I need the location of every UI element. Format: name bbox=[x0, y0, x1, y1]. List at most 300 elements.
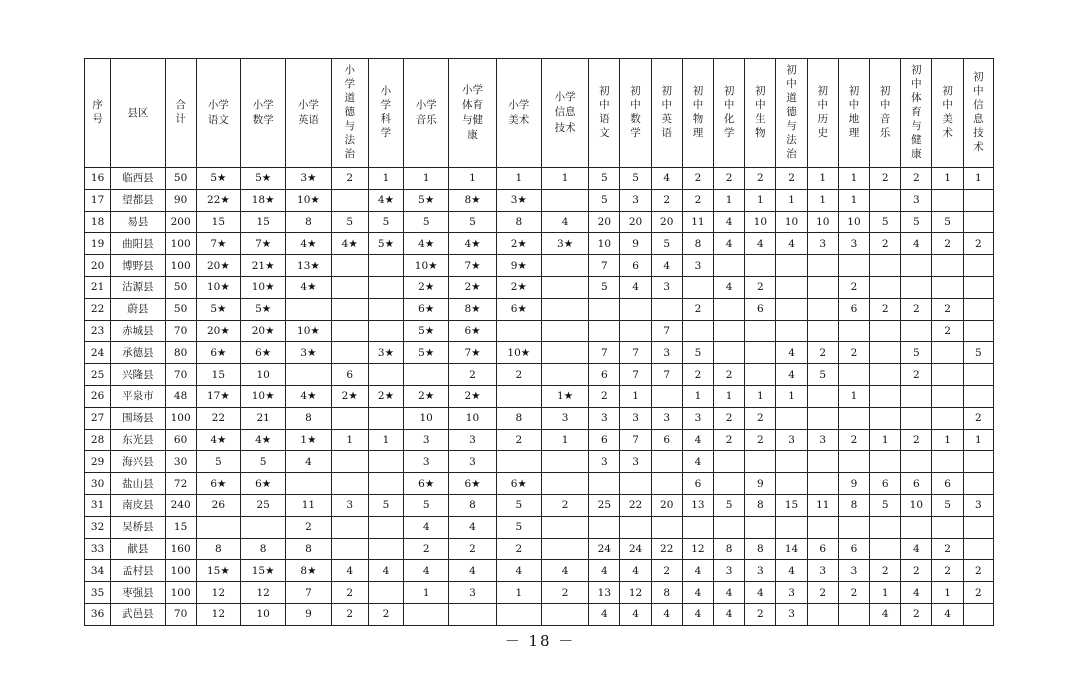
table-cell: 12 bbox=[620, 582, 651, 604]
county-name-cell: 平泉市 bbox=[111, 385, 165, 407]
table-cell: 6 bbox=[807, 538, 838, 560]
county-name-cell: 吴桥县 bbox=[111, 516, 165, 538]
table-cell bbox=[932, 451, 963, 473]
table-cell bbox=[241, 516, 286, 538]
table-cell: 4 bbox=[651, 603, 682, 625]
table-cell: 1 bbox=[807, 189, 838, 211]
table-cell: 2 bbox=[807, 582, 838, 604]
table-cell: 6 bbox=[589, 429, 620, 451]
table-cell: 6★ bbox=[196, 473, 240, 495]
table-cell: 2 bbox=[286, 516, 331, 538]
table-cell bbox=[901, 320, 932, 342]
table-cell: 2 bbox=[682, 189, 713, 211]
table-cell: 5 bbox=[589, 189, 620, 211]
table-cell bbox=[404, 364, 449, 386]
table-cell: 3 bbox=[449, 582, 496, 604]
table-cell: 5 bbox=[331, 211, 368, 233]
table-cell: 4★ bbox=[449, 233, 496, 255]
county-name-cell: 海兴县 bbox=[111, 451, 165, 473]
table-body bbox=[85, 168, 994, 626]
table-cell: 7 bbox=[620, 364, 651, 386]
table-cell: 5 bbox=[620, 168, 651, 190]
table-cell bbox=[776, 516, 807, 538]
table-cell: 18★ bbox=[241, 189, 286, 211]
table-cell: 5 bbox=[589, 276, 620, 298]
table-cell: 4 bbox=[682, 429, 713, 451]
table-cell bbox=[368, 451, 403, 473]
table-cell: 2 bbox=[870, 298, 901, 320]
row-index-cell: 27 bbox=[85, 407, 111, 429]
table-cell: 3 bbox=[449, 429, 496, 451]
table-cell bbox=[620, 473, 651, 495]
table-cell: 4 bbox=[620, 603, 651, 625]
table-cell: 2 bbox=[932, 298, 963, 320]
table-cell: 1 bbox=[776, 385, 807, 407]
table-cell: 2 bbox=[449, 364, 496, 386]
table-cell bbox=[368, 538, 403, 560]
teacher-allocation-table bbox=[84, 58, 994, 626]
row-index-cell: 23 bbox=[85, 320, 111, 342]
table-cell bbox=[496, 451, 541, 473]
table-cell: 12 bbox=[196, 582, 240, 604]
row-index-cell: 22 bbox=[85, 298, 111, 320]
table-cell bbox=[807, 276, 838, 298]
table-cell bbox=[807, 603, 838, 625]
table-cell bbox=[286, 298, 331, 320]
table-cell: 5 bbox=[651, 233, 682, 255]
table-cell: 6★ bbox=[449, 473, 496, 495]
column-header-label: 初中音乐 bbox=[879, 85, 891, 139]
row-index-cell: 28 bbox=[85, 429, 111, 451]
column-header-label: 小学语文 bbox=[207, 98, 229, 126]
table-cell: 2★ bbox=[331, 385, 368, 407]
column-header bbox=[331, 59, 368, 168]
table-cell: 10 bbox=[241, 603, 286, 625]
table-cell bbox=[901, 385, 932, 407]
table-cell: 2 bbox=[838, 342, 869, 364]
table-cell: 4 bbox=[870, 603, 901, 625]
table-cell: 4 bbox=[745, 582, 776, 604]
table-cell: 8 bbox=[496, 407, 541, 429]
table-cell bbox=[331, 451, 368, 473]
table-cell: 1 bbox=[838, 168, 869, 190]
table-cell bbox=[901, 255, 932, 277]
table-cell: 72 bbox=[165, 473, 196, 495]
table-cell bbox=[196, 516, 240, 538]
table-cell: 4 bbox=[745, 233, 776, 255]
table-cell: 30 bbox=[165, 451, 196, 473]
table-cell: 8 bbox=[449, 494, 496, 516]
table-cell bbox=[496, 320, 541, 342]
table-cell: 1★ bbox=[541, 385, 588, 407]
table-row bbox=[85, 516, 994, 538]
table-cell: 10 bbox=[901, 494, 932, 516]
column-header-label: 初中生物 bbox=[755, 85, 766, 139]
table-cell bbox=[870, 385, 901, 407]
row-index-cell: 18 bbox=[85, 211, 111, 233]
table-cell: 15 bbox=[196, 364, 240, 386]
table-cell: 90 bbox=[165, 189, 196, 211]
table-cell bbox=[901, 516, 932, 538]
table-cell bbox=[963, 385, 993, 407]
table-cell: 6 bbox=[589, 364, 620, 386]
column-header bbox=[286, 59, 331, 168]
table-row bbox=[85, 342, 994, 364]
table-cell: 2 bbox=[368, 603, 403, 625]
table-row bbox=[85, 582, 994, 604]
table-cell: 9 bbox=[620, 233, 651, 255]
teacher-allocation-table-container bbox=[84, 58, 994, 626]
table-cell: 1 bbox=[404, 582, 449, 604]
table-cell: 5 bbox=[901, 211, 932, 233]
column-header-label: 小学科学 bbox=[380, 85, 392, 139]
table-cell bbox=[807, 473, 838, 495]
table-cell bbox=[651, 385, 682, 407]
table-cell: 3 bbox=[449, 451, 496, 473]
table-cell: 10★ bbox=[404, 255, 449, 277]
table-cell: 6 bbox=[620, 255, 651, 277]
table-cell bbox=[901, 407, 932, 429]
row-index-cell: 20 bbox=[85, 255, 111, 277]
column-header-label: 小学数学 bbox=[252, 98, 274, 126]
table-cell: 3 bbox=[776, 429, 807, 451]
table-row bbox=[85, 320, 994, 342]
table-cell: 2 bbox=[541, 494, 588, 516]
table-cell bbox=[589, 320, 620, 342]
table-cell: 15★ bbox=[241, 560, 286, 582]
table-cell: 5 bbox=[589, 168, 620, 190]
table-cell: 6 bbox=[838, 298, 869, 320]
table-cell: 5★ bbox=[241, 168, 286, 190]
column-header-label: 县区 bbox=[127, 106, 149, 119]
table-cell: 160 bbox=[165, 538, 196, 560]
row-index-cell: 21 bbox=[85, 276, 111, 298]
table-cell: 4 bbox=[651, 168, 682, 190]
table-cell: 4★ bbox=[286, 233, 331, 255]
table-cell: 6★ bbox=[449, 320, 496, 342]
row-index-cell: 19 bbox=[85, 233, 111, 255]
column-header bbox=[932, 59, 963, 168]
table-cell: 4 bbox=[776, 364, 807, 386]
table-cell bbox=[745, 364, 776, 386]
table-cell bbox=[932, 189, 963, 211]
county-name-cell: 孟村县 bbox=[111, 560, 165, 582]
column-header bbox=[111, 59, 165, 168]
row-index-cell: 17 bbox=[85, 189, 111, 211]
table-cell bbox=[331, 342, 368, 364]
table-cell bbox=[368, 582, 403, 604]
table-cell bbox=[368, 473, 403, 495]
table-cell: 100 bbox=[165, 560, 196, 582]
row-index-cell: 16 bbox=[85, 168, 111, 190]
table-cell: 1 bbox=[870, 429, 901, 451]
table-cell: 5 bbox=[963, 342, 993, 364]
table-cell: 1 bbox=[745, 189, 776, 211]
table-cell: 8★ bbox=[449, 189, 496, 211]
county-name-cell: 兴隆县 bbox=[111, 364, 165, 386]
table-cell: 4★ bbox=[404, 233, 449, 255]
table-cell: 3 bbox=[807, 429, 838, 451]
table-cell: 5★ bbox=[196, 298, 240, 320]
table-cell: 13★ bbox=[286, 255, 331, 277]
table-cell: 5★ bbox=[196, 168, 240, 190]
table-cell: 3 bbox=[331, 494, 368, 516]
table-cell: 10★ bbox=[286, 320, 331, 342]
table-cell: 4 bbox=[776, 342, 807, 364]
table-cell: 20 bbox=[620, 211, 651, 233]
table-cell: 24 bbox=[620, 538, 651, 560]
table-cell: 4 bbox=[589, 560, 620, 582]
table-cell: 2 bbox=[331, 582, 368, 604]
table-cell: 4★ bbox=[286, 276, 331, 298]
table-cell bbox=[714, 473, 745, 495]
table-cell: 3 bbox=[404, 429, 449, 451]
table-cell: 24 bbox=[589, 538, 620, 560]
table-cell: 26 bbox=[196, 494, 240, 516]
table-cell: 4 bbox=[651, 255, 682, 277]
table-cell: 5★ bbox=[404, 342, 449, 364]
table-cell: 50 bbox=[165, 276, 196, 298]
table-cell bbox=[870, 189, 901, 211]
table-cell bbox=[963, 276, 993, 298]
column-header-label: 初中物理 bbox=[692, 85, 704, 139]
table-cell: 20★ bbox=[241, 320, 286, 342]
table-cell: 1 bbox=[620, 385, 651, 407]
table-row bbox=[85, 494, 994, 516]
table-cell bbox=[286, 364, 331, 386]
table-cell: 2 bbox=[932, 538, 963, 560]
table-cell: 3 bbox=[901, 189, 932, 211]
table-cell bbox=[651, 516, 682, 538]
table-cell: 4★ bbox=[331, 233, 368, 255]
table-cell bbox=[714, 342, 745, 364]
table-cell: 5 bbox=[870, 494, 901, 516]
table-cell: 22 bbox=[196, 407, 240, 429]
column-header bbox=[807, 59, 838, 168]
table-cell bbox=[963, 364, 993, 386]
table-cell bbox=[745, 516, 776, 538]
table-cell: 2 bbox=[331, 603, 368, 625]
table-cell: 4 bbox=[286, 451, 331, 473]
table-cell bbox=[963, 320, 993, 342]
table-cell: 1 bbox=[838, 385, 869, 407]
table-cell: 2★ bbox=[449, 276, 496, 298]
table-cell: 4 bbox=[620, 560, 651, 582]
column-header-label: 小学英语 bbox=[297, 98, 319, 126]
table-cell: 1 bbox=[541, 168, 588, 190]
table-cell: 6 bbox=[651, 429, 682, 451]
table-cell: 1 bbox=[331, 429, 368, 451]
table-cell: 4★ bbox=[286, 385, 331, 407]
table-cell: 5 bbox=[404, 494, 449, 516]
table-cell: 8 bbox=[745, 494, 776, 516]
table-cell bbox=[331, 407, 368, 429]
table-cell: 3 bbox=[776, 603, 807, 625]
table-cell: 3 bbox=[620, 451, 651, 473]
table-cell bbox=[541, 320, 588, 342]
table-cell: 6★ bbox=[404, 298, 449, 320]
table-cell bbox=[368, 407, 403, 429]
table-cell: 2 bbox=[331, 168, 368, 190]
table-cell: 4 bbox=[404, 560, 449, 582]
table-cell: 10★ bbox=[286, 189, 331, 211]
table-cell bbox=[651, 451, 682, 473]
table-cell: 20 bbox=[589, 211, 620, 233]
table-cell: 5 bbox=[241, 451, 286, 473]
table-cell: 2 bbox=[870, 233, 901, 255]
table-cell bbox=[714, 255, 745, 277]
table-cell bbox=[745, 451, 776, 473]
table-cell: 70 bbox=[165, 320, 196, 342]
table-cell: 2 bbox=[776, 168, 807, 190]
table-cell: 2★ bbox=[368, 385, 403, 407]
table-cell: 2 bbox=[496, 429, 541, 451]
table-cell: 7 bbox=[620, 342, 651, 364]
column-header bbox=[449, 59, 496, 168]
table-cell: 4 bbox=[541, 211, 588, 233]
table-cell: 3 bbox=[620, 189, 651, 211]
table-cell bbox=[932, 407, 963, 429]
table-cell: 4 bbox=[449, 560, 496, 582]
table-cell: 8 bbox=[496, 211, 541, 233]
column-header bbox=[404, 59, 449, 168]
column-header-label: 初中英语 bbox=[661, 85, 672, 139]
table-cell: 1 bbox=[745, 385, 776, 407]
table-cell: 4 bbox=[682, 451, 713, 473]
table-cell: 8 bbox=[286, 211, 331, 233]
county-name-cell: 临西县 bbox=[111, 168, 165, 190]
column-header-label: 初中信息技术 bbox=[973, 71, 984, 153]
table-cell: 4★ bbox=[196, 429, 240, 451]
table-cell bbox=[331, 473, 368, 495]
table-cell bbox=[776, 276, 807, 298]
table-cell bbox=[541, 364, 588, 386]
table-cell bbox=[589, 473, 620, 495]
table-cell bbox=[331, 516, 368, 538]
table-cell: 6★ bbox=[404, 473, 449, 495]
table-cell: 2★ bbox=[404, 276, 449, 298]
table-cell: 6 bbox=[901, 473, 932, 495]
table-cell: 5 bbox=[449, 211, 496, 233]
table-cell: 1 bbox=[932, 168, 963, 190]
table-cell bbox=[963, 516, 993, 538]
table-row bbox=[85, 298, 994, 320]
column-header bbox=[368, 59, 403, 168]
table-cell: 3 bbox=[838, 233, 869, 255]
table-cell: 1 bbox=[963, 429, 993, 451]
table-cell: 1 bbox=[714, 189, 745, 211]
column-header bbox=[714, 59, 745, 168]
table-cell: 10 bbox=[404, 407, 449, 429]
table-cell: 2 bbox=[807, 342, 838, 364]
table-cell: 80 bbox=[165, 342, 196, 364]
table-cell: 4 bbox=[901, 233, 932, 255]
county-name-cell: 东光县 bbox=[111, 429, 165, 451]
table-cell: 20 bbox=[651, 211, 682, 233]
table-cell: 10★ bbox=[496, 342, 541, 364]
table-cell: 6 bbox=[331, 364, 368, 386]
column-header bbox=[838, 59, 869, 168]
table-cell: 1★ bbox=[286, 429, 331, 451]
table-cell: 10 bbox=[241, 364, 286, 386]
table-cell: 3★ bbox=[286, 342, 331, 364]
table-cell: 2 bbox=[901, 364, 932, 386]
table-cell bbox=[541, 255, 588, 277]
table-cell bbox=[932, 276, 963, 298]
table-cell: 1 bbox=[541, 429, 588, 451]
table-cell: 2 bbox=[714, 407, 745, 429]
table-cell bbox=[541, 276, 588, 298]
table-cell: 22★ bbox=[196, 189, 240, 211]
table-cell: 15 bbox=[165, 516, 196, 538]
table-cell: 3 bbox=[620, 407, 651, 429]
table-cell: 2 bbox=[714, 364, 745, 386]
table-cell: 2 bbox=[838, 429, 869, 451]
table-cell: 6★ bbox=[241, 473, 286, 495]
table-cell: 1 bbox=[496, 582, 541, 604]
table-cell bbox=[714, 298, 745, 320]
table-cell: 1 bbox=[932, 582, 963, 604]
table-cell: 20 bbox=[651, 494, 682, 516]
table-cell: 240 bbox=[165, 494, 196, 516]
table-cell: 21 bbox=[241, 407, 286, 429]
table-row bbox=[85, 603, 994, 625]
table-cell: 2 bbox=[901, 298, 932, 320]
table-cell: 10 bbox=[745, 211, 776, 233]
table-cell bbox=[541, 603, 588, 625]
table-cell: 4 bbox=[682, 582, 713, 604]
column-header-label: 小学道德与法治 bbox=[344, 64, 355, 160]
table-cell bbox=[541, 298, 588, 320]
table-cell: 11 bbox=[286, 494, 331, 516]
county-name-cell: 献县 bbox=[111, 538, 165, 560]
table-cell bbox=[932, 516, 963, 538]
table-cell: 20★ bbox=[196, 255, 240, 277]
column-header bbox=[620, 59, 651, 168]
table-cell: 3★ bbox=[286, 168, 331, 190]
table-cell: 4 bbox=[714, 582, 745, 604]
column-header-label: 初中地理 bbox=[848, 85, 860, 139]
column-header-label: 小学美术 bbox=[508, 98, 530, 126]
table-cell: 3 bbox=[541, 407, 588, 429]
table-cell: 2 bbox=[901, 429, 932, 451]
table-cell: 100 bbox=[165, 233, 196, 255]
table-cell: 4 bbox=[932, 603, 963, 625]
table-cell: 2 bbox=[745, 276, 776, 298]
table-cell bbox=[331, 538, 368, 560]
table-row bbox=[85, 538, 994, 560]
table-cell: 15★ bbox=[196, 560, 240, 582]
table-cell: 2 bbox=[870, 560, 901, 582]
table-cell bbox=[901, 276, 932, 298]
table-cell: 6 bbox=[870, 473, 901, 495]
table-cell: 3 bbox=[714, 560, 745, 582]
table-cell: 9 bbox=[286, 603, 331, 625]
table-cell bbox=[776, 473, 807, 495]
table-cell: 200 bbox=[165, 211, 196, 233]
table-cell: 3 bbox=[682, 407, 713, 429]
table-cell: 5 bbox=[807, 364, 838, 386]
table-cell: 6★ bbox=[496, 298, 541, 320]
table-cell: 3 bbox=[589, 407, 620, 429]
table-cell: 7★ bbox=[449, 255, 496, 277]
table-cell bbox=[682, 276, 713, 298]
table-cell bbox=[714, 451, 745, 473]
table-cell: 3 bbox=[807, 560, 838, 582]
table-cell: 8 bbox=[241, 538, 286, 560]
table-cell: 4 bbox=[620, 276, 651, 298]
table-cell bbox=[838, 407, 869, 429]
